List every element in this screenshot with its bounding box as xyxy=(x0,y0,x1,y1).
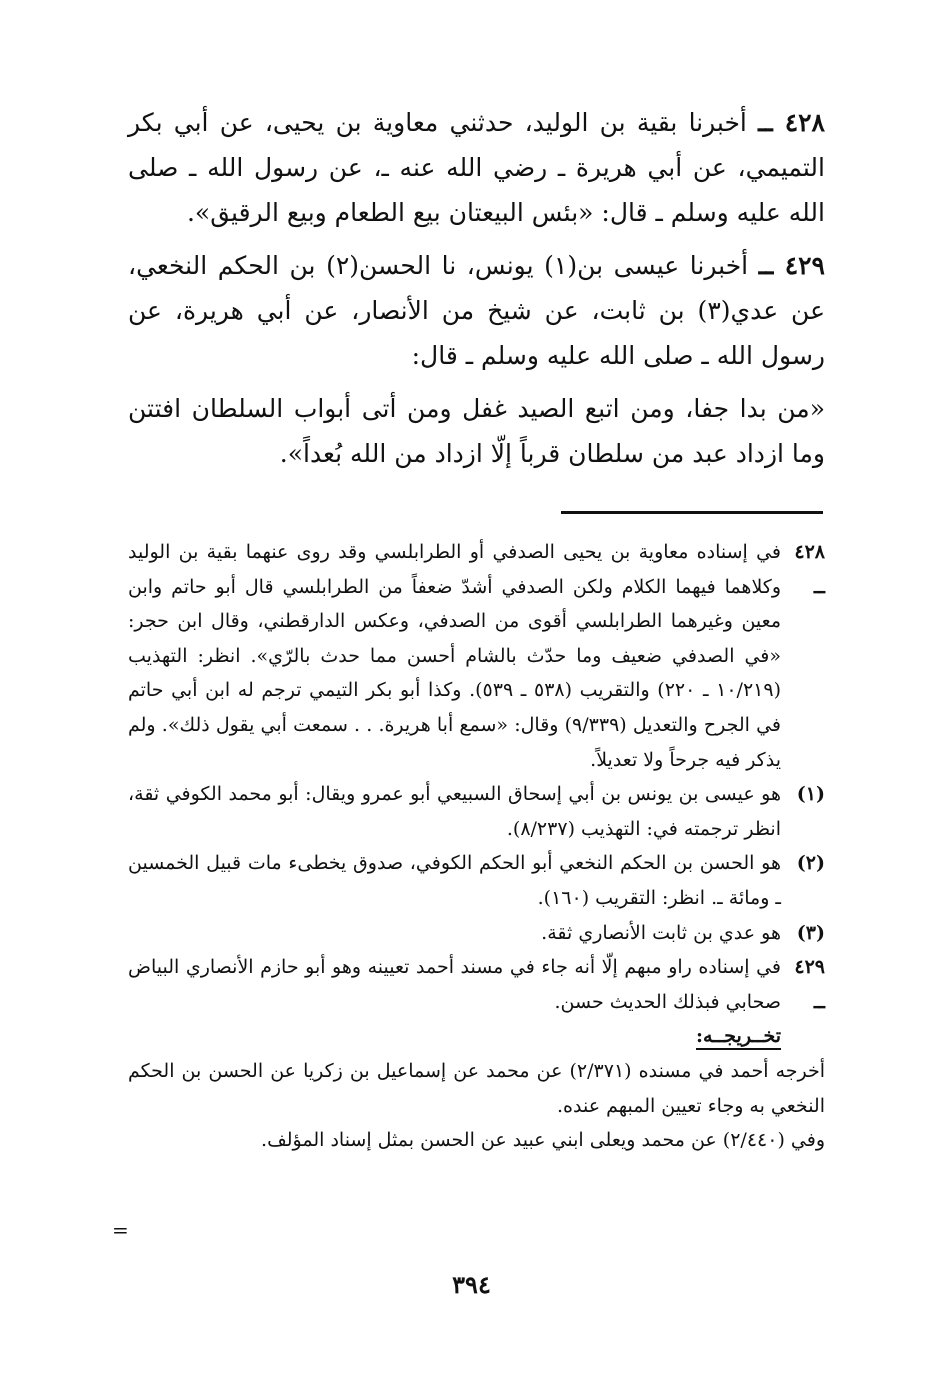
hadith-428 xyxy=(128,100,825,235)
note-label: ٤٢٩ ــ xyxy=(794,956,825,1013)
note-text: في إسناده معاوية بن يحيى الصدفي أو الطرابلسي وقد روى عنهما بقية بن الوليد وكلاهما فيهما الكلام ولكن الصدفي أشدّ ضعفاً من الطرابلسي قال أبو حاتم وابن معين وغيرهما الطرابلسي أقوى من الصدفي، وعكس الدارقطني، وقال ابن حجر: «في الصدفي ضعيف وما حدّث بالشام أحسن مما حدث بالرّي». انظر: التهذيب (١٠/٢١٩ ـ ٢٢٠) والتقريب (٥٣٨ ـ ٥٣٩). وكذا أبو بكر التيمي ترجم له ابن أبي حاتم في الجرح والتعديل (٩/٣٣٩) وقال: «سمع أبا هريرة. . . سمعت أبي يقول ذلك». ولم يذكر فيه جرحاً ولا تعديلاً. xyxy=(128,541,781,771)
footnote-2 xyxy=(128,846,825,915)
note-428 xyxy=(128,535,825,777)
page-number: ٣٩٤ xyxy=(452,1270,491,1299)
continuation-mark: = xyxy=(112,1218,129,1242)
hadith-text: أخبرنا بقية بن الوليد، حدثني معاوية بن يحيى، عن أبي بكر التميمي، عن أبي هريرة ـ رضي الله عنه ـ، عن رسول الله ـ صلى الله عليه وسلم ـ قال: «بئس البيعتان بيع الطعام وبيع الرقيق». xyxy=(128,108,825,227)
footnote-text: هو عيسى بن يونس بن أبي إسحاق السبيعي أبو عمرو ويقال: أبو محمد الكوفي ثقة، انظر ترجمته في: التهذيب (٨/٢٣٧). xyxy=(128,783,781,840)
footnote-text: هو عدي بن ثابت الأنصاري ثقة. xyxy=(541,921,781,944)
hadith-number: ٤٢٨ ــ xyxy=(758,108,825,137)
hadith-429 xyxy=(128,243,825,378)
footnote-text: هو الحسن بن الحكم النخعي أبو الحكم الكوفي، صدوق يخطىء مات قبيل الخمسين ـ ومائة ـ. انظر: التقريب (١٦٠). xyxy=(128,852,781,909)
note-text: في إسناده راو مبهم إلّا أنه جاء في مسند أحمد تعيينه وهو أبو حازم الأنصاري البياض صحابي فبذلك الحديث حسن. xyxy=(128,956,781,1013)
footnote-3 xyxy=(128,916,825,951)
footnote-label: (٣) xyxy=(796,921,825,944)
hadith-text: أخبرنا عيسى بن(١) يونس، نا الحسن(٢) بن الحكم النخعي، عن عدي(٣) بن ثابت، عن شيخ من الأنصار، عن أبي هريرة، عن رسول الله ـ صلى الله عليه وسلم ـ قال: xyxy=(128,251,825,370)
takhrij-text: أخرجه أحمد في مسنده (٢/٣٧١) عن محمد عن إسماعيل بن زكريا عن الحسن بن الحكم النخعي به وجاء تعيين المبهم عنده. xyxy=(128,1059,826,1117)
footnotes xyxy=(128,535,825,1158)
footnote-label: (١) xyxy=(796,783,825,806)
footnote-label: (٢) xyxy=(796,852,825,875)
footnote-separator xyxy=(561,511,823,514)
takhrij-heading-text: تخــريجــه: xyxy=(696,1025,781,1050)
footnote-1 xyxy=(128,777,825,846)
takhrij-heading xyxy=(128,1019,825,1054)
hadith-number: ٤٢٩ ــ xyxy=(758,251,825,280)
note-label: ٤٢٨ ــ xyxy=(794,541,825,598)
hadith-matn: «من بدا جفا، ومن اتبع الصيد غفل ومن أتى أبواب السلطان افتتن وما ازداد عبد من سلطان قرباً إلّا ازداد من الله بُعداً». xyxy=(128,394,825,468)
main-text xyxy=(128,100,825,484)
note-429 xyxy=(128,950,825,1019)
takhrij-last-line: وفي (٢/٤٤٠) عن محمد ويعلى ابني عبيد عن الحسن بمثل إسناد المؤلف. xyxy=(261,1129,825,1152)
